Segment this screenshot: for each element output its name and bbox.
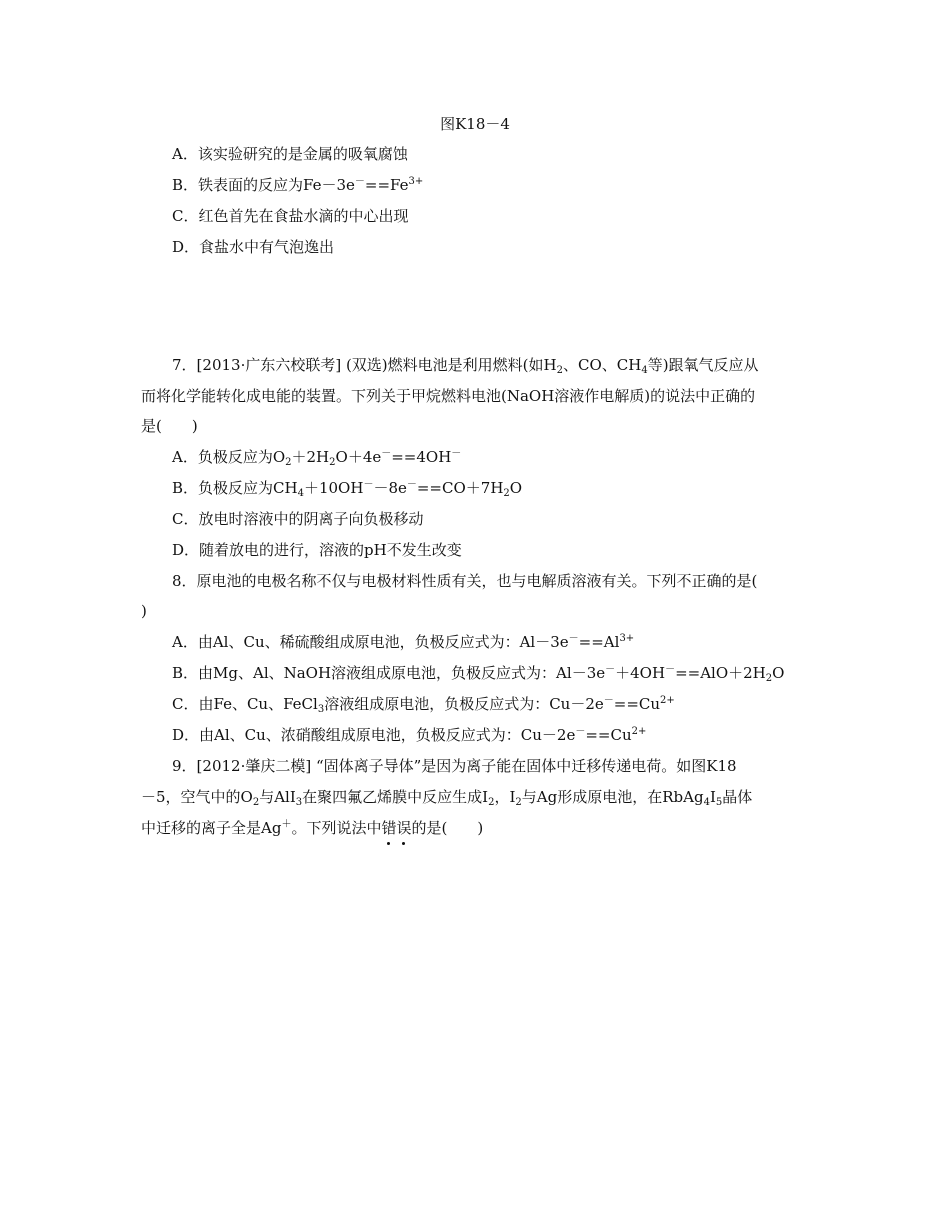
subscript: 3 — [295, 797, 303, 808]
superscript: － — [363, 479, 374, 490]
superscript: － — [605, 664, 616, 675]
emphasis-dot-char: 错 — [381, 819, 397, 837]
superscript: － — [451, 448, 462, 459]
subscript: 3 — [317, 704, 325, 715]
subscript: 4 — [297, 488, 304, 499]
q8-stem-line-1: 8．原电池的电极名称不仅与电极材料性质有关，也与电解质溶液有关。下列不正确的是( — [172, 572, 758, 590]
subscript: 2 — [556, 365, 563, 376]
subscript: 2 — [329, 457, 336, 468]
q8-option-d: D．由Al、Cu、浓硝酸组成原电池，负极反应式为：$Cu-2e^-==Cu^{2+}$ — [172, 726, 647, 744]
superscript: － — [354, 176, 365, 187]
subscript: 2 — [285, 457, 292, 468]
superscript: 2+ — [660, 695, 675, 706]
q8-option-c: C．由Fe、Cu、FeCl$_3$溶液组成原电池，负极反应式为：$Cu-2e^-==Cu^{2+}$ — [172, 695, 675, 715]
q9-stem-line-1: 9．[2012·肇庆二模] “固体离子导体”是因为离子能在固体中迁移传递电荷。如图K18 — [172, 757, 737, 775]
subscript: 2 — [515, 797, 522, 808]
superscript: 2+ — [631, 726, 647, 737]
emphasis-dot-char: 误 — [396, 819, 412, 837]
subscript: 2 — [488, 797, 495, 808]
subscript: 4 — [641, 365, 648, 376]
superscript: － — [568, 633, 579, 644]
q6-option-d: D．食盐水中有气泡逸出 — [172, 238, 335, 256]
figure-caption: 图K18－4 — [440, 115, 510, 133]
q9-stem-line-2: －5，空气中的$O_2$与AlI$_3$在聚四氟乙烯膜中反应生成$I_2$，$I_2$与Ag形成原电池，在$RbAg_4I_5$晶体 — [141, 788, 753, 808]
subscript: 4 — [703, 797, 710, 808]
q6-option-b: B．铁表面的反应为$Fe-3e^-==Fe^{3+}$ — [172, 176, 424, 194]
q7-option-d: D．随着放电的进行，溶液的pH不发生改变 — [172, 541, 462, 559]
subscript: 5 — [715, 797, 723, 808]
superscript: － — [665, 664, 676, 675]
subscript: 2 — [765, 673, 773, 684]
superscript: 3+ — [619, 633, 635, 644]
superscript: － — [575, 726, 586, 737]
q7-stem-line-3: 是( ) — [141, 417, 198, 435]
q9-stem-line-3: 中迁移的离子全是Ag＋。下列说法中错误的是( ) — [141, 819, 484, 837]
q7-stem-line-2: 而将化学能转化成电能的装置。下列关于甲烷燃料电池(NaOH溶液作电解质)的说法中正确的 — [141, 387, 756, 405]
q8-option-b: B．由Mg、Al、NaOH溶液组成原电池，负极反应式为：$Al-3e^-+4OH^-==AlO+2H_2O$ — [172, 664, 785, 684]
q7-option-a: A．负极反应为$O_2+2H_2O+4e^-==4OH^-$ — [172, 448, 462, 468]
superscript: － — [381, 448, 392, 459]
q7-stem-line-1: 7．[2013·广东六校联考] (双选)燃料电池是利用燃料(如$H_2$、CO、$CH_4$等)跟氧气反应从 — [172, 356, 759, 376]
subscript: 2 — [252, 797, 260, 808]
q8-stem-line-2: ) — [141, 602, 147, 620]
q8-option-a: A．由Al、Cu、稀硫酸组成原电池，负极反应式为：$Al-3e^-==Al^{3+}$ — [172, 633, 635, 651]
q7-option-b: B．负极反应为$CH_4+10OH^--8e^-==CO+7H_2O$ — [172, 479, 523, 499]
q6-option-a: A．该实验研究的是金属的吸氧腐蚀 — [172, 145, 408, 163]
superscript: － — [603, 695, 614, 706]
superscript: － — [406, 479, 417, 490]
subscript: 2 — [503, 488, 510, 499]
superscript: ＋ — [281, 819, 292, 830]
q7-option-c: C．放电时溶液中的阴离子向负极移动 — [172, 510, 424, 528]
q6-option-c: C．红色首先在食盐水滴的中心出现 — [172, 207, 409, 225]
superscript: 3+ — [408, 176, 424, 187]
